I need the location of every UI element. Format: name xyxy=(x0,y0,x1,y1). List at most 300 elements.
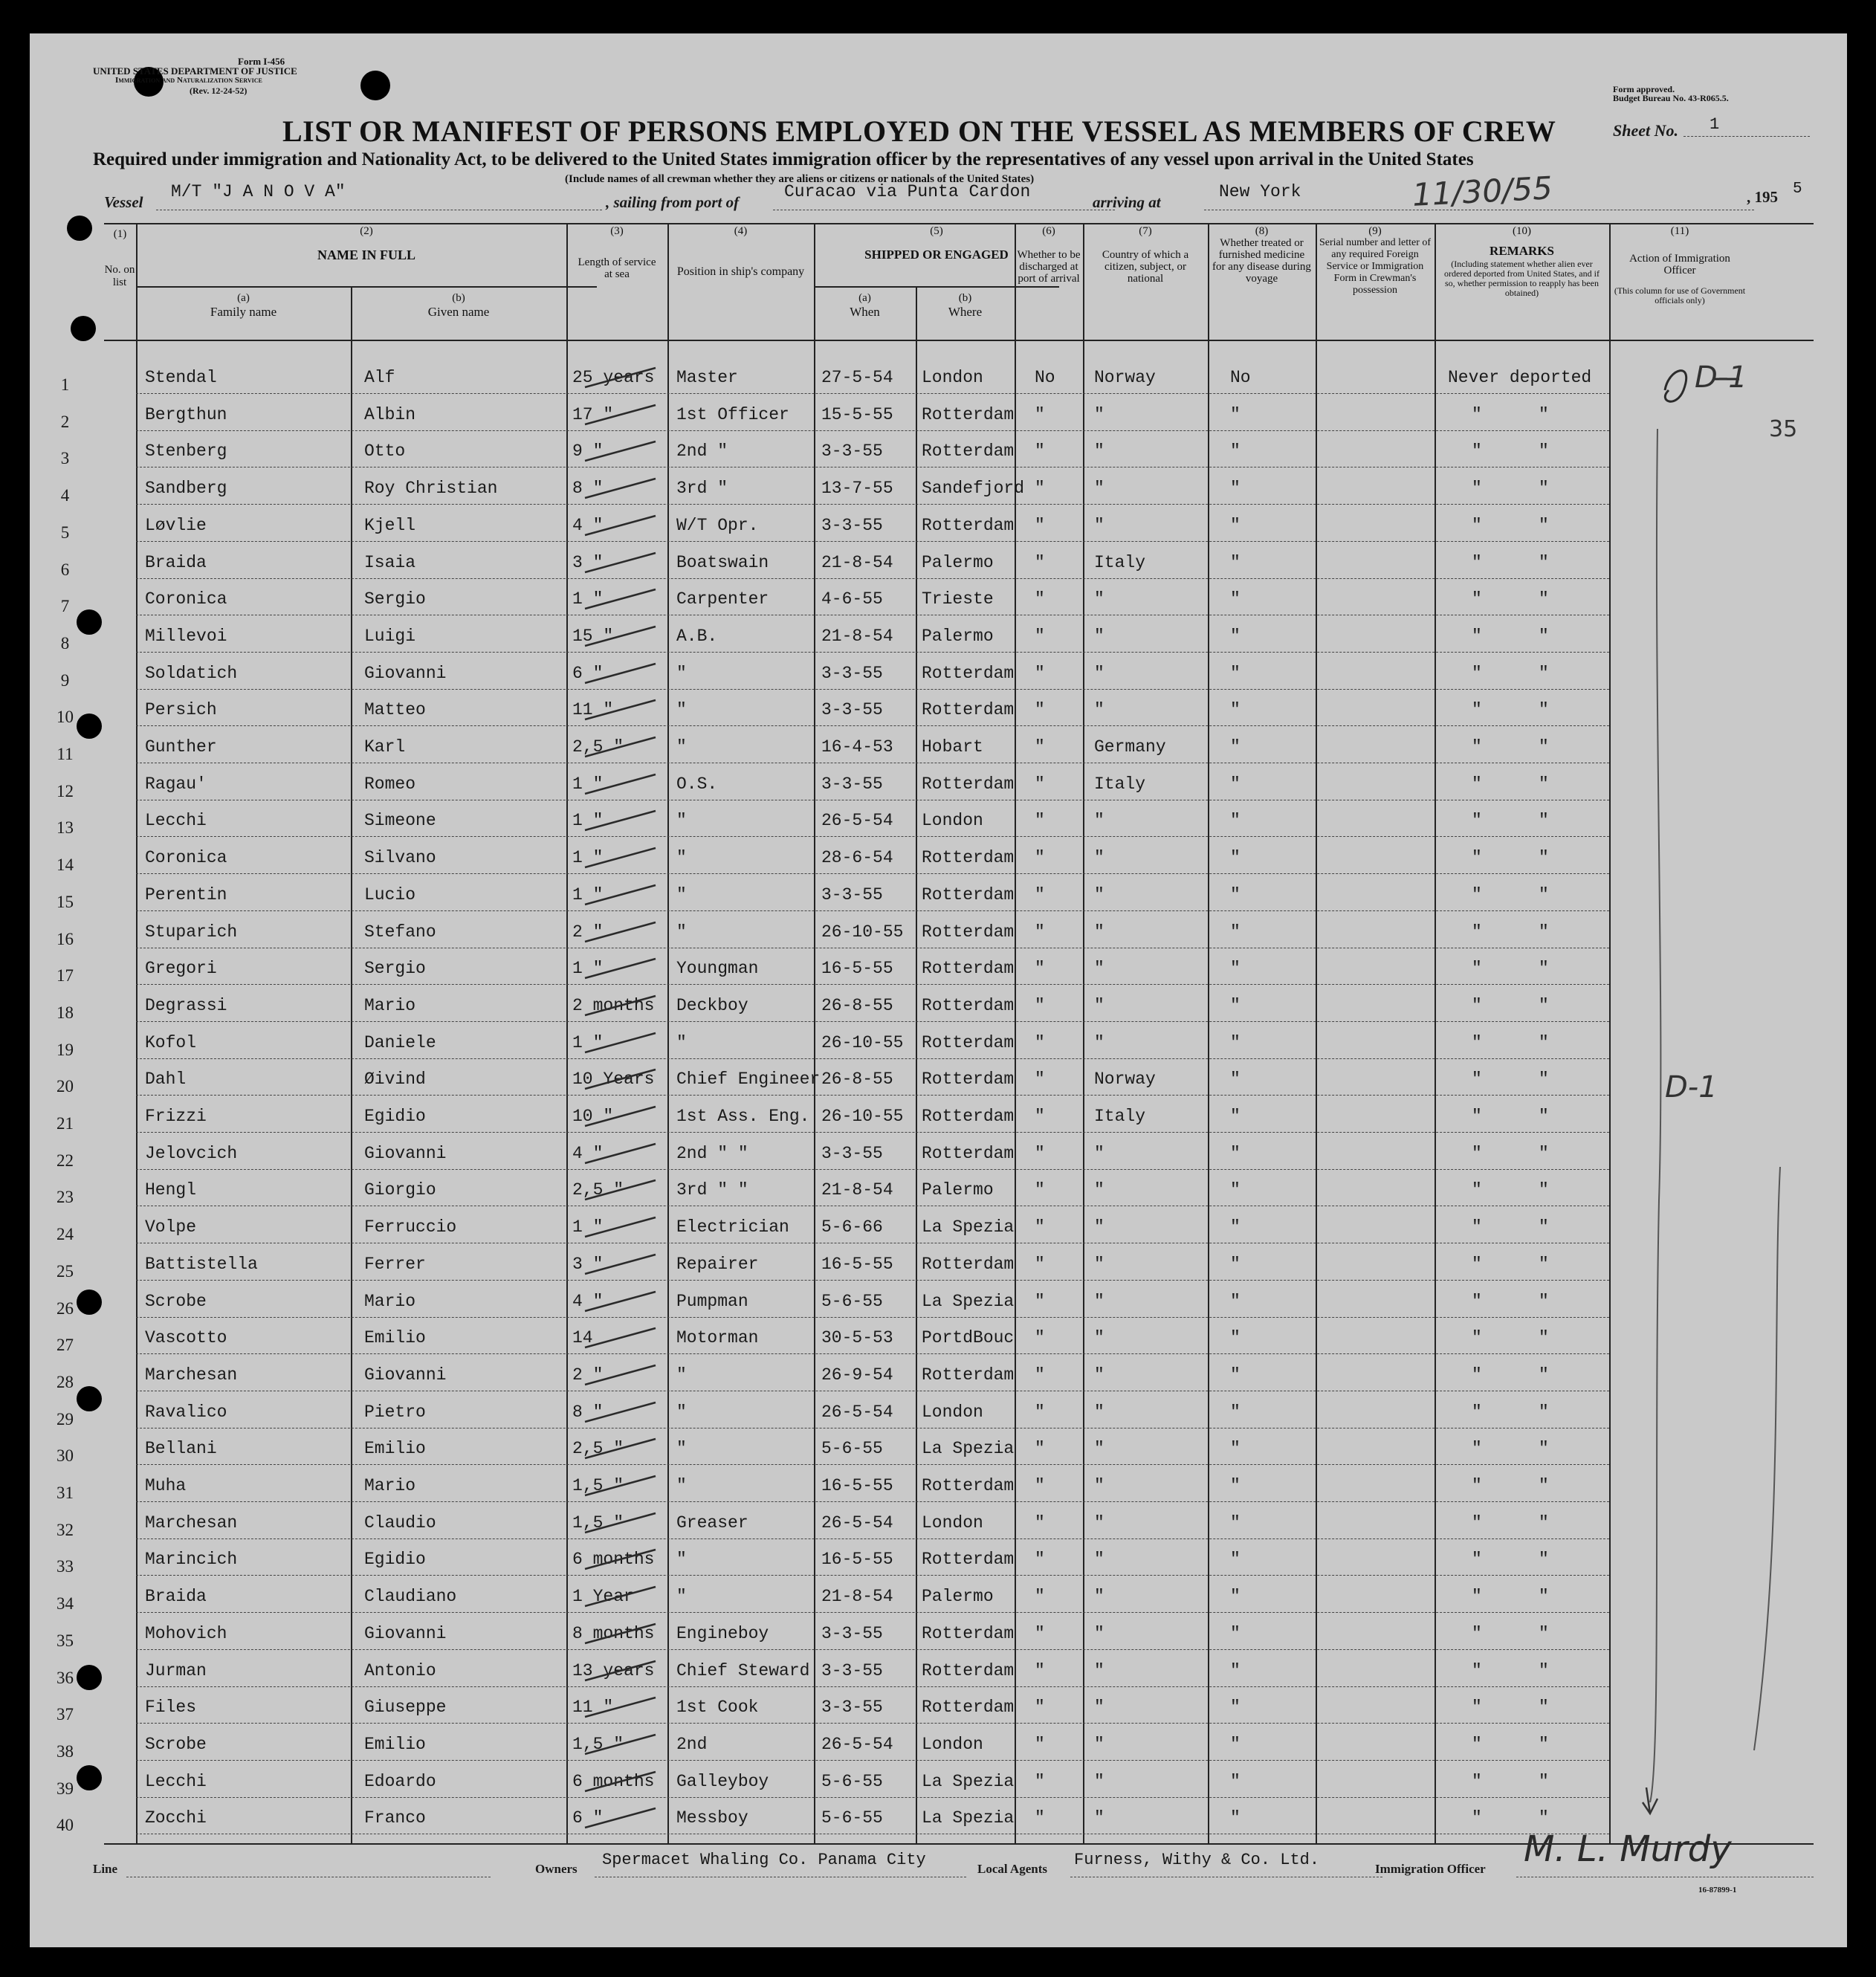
position: " xyxy=(676,1033,687,1052)
given-name: Øivind xyxy=(364,1070,426,1089)
row-number: 27 xyxy=(56,1336,74,1354)
country: " xyxy=(1094,1217,1104,1237)
country: " xyxy=(1094,405,1104,424)
medicine: " xyxy=(1230,996,1241,1015)
medicine: " xyxy=(1230,1550,1241,1569)
position: 1st Officer xyxy=(676,405,789,424)
discharge: " xyxy=(1035,1255,1045,1274)
remarks-ditto: " xyxy=(1539,1107,1549,1126)
given-name: Stefano xyxy=(364,922,436,942)
remarks: " xyxy=(1472,589,1482,609)
discharge: " xyxy=(1035,1033,1045,1052)
col11-note: (This column for use of Government officials only) xyxy=(1614,285,1746,305)
col2a-label: Family name xyxy=(210,305,277,319)
shipped-where: Rotterdam xyxy=(922,1107,1015,1126)
family-name: Stendal xyxy=(145,368,217,387)
agents-value: Furness, Withy & Co. Ltd. xyxy=(1074,1851,1320,1869)
medicine: " xyxy=(1230,1107,1241,1126)
country: Italy xyxy=(1094,774,1146,794)
service-length: 1 " xyxy=(572,959,604,978)
family-name: Coronica xyxy=(145,589,227,609)
position: Boatswain xyxy=(676,553,769,572)
shipped-when: 3-3-55 xyxy=(821,516,883,535)
country: " xyxy=(1094,1808,1104,1828)
remarks-ditto: " xyxy=(1539,1292,1549,1311)
remarks: " xyxy=(1472,1587,1482,1606)
shipped-when: 16-5-55 xyxy=(821,1476,893,1495)
given-name: Isaia xyxy=(364,553,416,572)
medicine: " xyxy=(1230,1735,1241,1754)
service-check-mark xyxy=(581,402,663,427)
budget-bureau: Budget Bureau No. 43-R065.5. xyxy=(1613,93,1729,103)
service-length: 8 " xyxy=(572,1402,604,1422)
service-check-mark xyxy=(581,808,663,833)
row-rule xyxy=(136,910,1609,911)
shipped-when: 16-5-55 xyxy=(821,1255,893,1274)
family-name: Hengl xyxy=(145,1180,197,1200)
remarks: " xyxy=(1472,922,1482,942)
row-number: 8 xyxy=(60,634,70,653)
service-length: 4 " xyxy=(572,516,604,535)
row-number: 32 xyxy=(56,1521,74,1539)
service-check-mark xyxy=(581,1732,663,1757)
row-number: 35 xyxy=(56,1631,74,1650)
shipped-where: Rotterdam xyxy=(922,1070,1015,1089)
position: 2nd xyxy=(676,1735,708,1754)
country: " xyxy=(1094,479,1104,498)
country: " xyxy=(1094,1735,1104,1754)
medicine: " xyxy=(1230,1144,1241,1163)
given-name: Egidio xyxy=(364,1107,426,1126)
col8-label: Whether treated or furnished medicine for any disease during voyage xyxy=(1212,237,1311,285)
annotation-d1-mid: D-1 xyxy=(1665,1070,1718,1104)
remarks-ditto: " xyxy=(1539,1698,1549,1717)
discharge: " xyxy=(1035,1107,1045,1126)
remarks: " xyxy=(1472,479,1482,498)
position: Motorman xyxy=(676,1328,759,1347)
country: " xyxy=(1094,1402,1104,1422)
row-rule xyxy=(136,1760,1609,1761)
remarks: " xyxy=(1472,1513,1482,1533)
remarks: " xyxy=(1472,959,1482,978)
row-rule xyxy=(136,1723,1609,1724)
shipped-when: 5-6-55 xyxy=(821,1292,883,1311)
given-name: Alf xyxy=(364,368,395,387)
shipped-when: 3-3-55 xyxy=(821,1698,883,1717)
row-number: 14 xyxy=(56,855,74,874)
service-length: 1 Year xyxy=(572,1587,634,1606)
row-number: 18 xyxy=(56,1003,74,1022)
shipped-when: 27-5-54 xyxy=(821,368,893,387)
shipped-when: 3-3-55 xyxy=(821,1661,883,1680)
service-length: 9 " xyxy=(572,441,604,461)
remarks: " xyxy=(1472,1402,1482,1422)
shipped-where: Rotterdam xyxy=(922,1550,1015,1569)
shipped-when: 21-8-54 xyxy=(821,553,893,572)
shipped-when: 15-5-55 xyxy=(821,405,893,424)
position: Messboy xyxy=(676,1808,748,1828)
service-check-mark xyxy=(581,734,663,760)
row-rule xyxy=(136,1649,1609,1650)
shipped-when: 5-6-55 xyxy=(821,1772,883,1791)
service-check-mark xyxy=(581,1436,663,1461)
remarks: " xyxy=(1472,1292,1482,1311)
medicine: " xyxy=(1230,1402,1241,1422)
family-name: Perentin xyxy=(145,885,227,905)
row-number: 38 xyxy=(56,1742,74,1761)
row-number: 3 xyxy=(60,449,70,467)
remarks: " xyxy=(1472,1033,1482,1052)
remarks-ditto: " xyxy=(1539,516,1549,535)
remarks-ditto: " xyxy=(1539,405,1549,424)
row-rule xyxy=(136,984,1609,985)
row-rule xyxy=(136,1132,1609,1133)
remarks-ditto: " xyxy=(1539,1735,1549,1754)
header-bottom-rule xyxy=(104,340,1814,341)
service-check-mark xyxy=(581,586,663,612)
service-check-mark xyxy=(581,1400,663,1425)
remarks-ditto: " xyxy=(1539,774,1549,794)
shipped-where: Rotterdam xyxy=(922,441,1015,461)
remarks: " xyxy=(1472,700,1482,719)
discharge: " xyxy=(1035,553,1045,572)
position: Master xyxy=(676,368,738,387)
row-rule xyxy=(136,1021,1609,1022)
col1-num: (1) xyxy=(113,228,127,240)
position: A.B. xyxy=(676,627,718,646)
service-check-mark xyxy=(581,1473,663,1498)
country: " xyxy=(1094,959,1104,978)
position: O.S. xyxy=(676,774,718,794)
shipped-where: London xyxy=(922,368,983,387)
discharge: " xyxy=(1035,405,1045,424)
medicine: " xyxy=(1230,627,1241,646)
discharge: " xyxy=(1035,516,1045,535)
manifest-sheet xyxy=(30,33,1847,1947)
col4-label: Position in ship's company xyxy=(676,265,805,278)
service-length: 6 " xyxy=(572,664,604,683)
position: Repairer xyxy=(676,1255,759,1274)
row-number: 33 xyxy=(56,1557,74,1576)
col5a-num: (a) xyxy=(858,292,871,304)
sheet-underline xyxy=(1683,136,1810,137)
col2a-num: (a) xyxy=(237,292,250,304)
medicine: " xyxy=(1230,1070,1241,1089)
shipped-when: 3-3-55 xyxy=(821,774,883,794)
owners-label: Owners xyxy=(535,1862,578,1876)
service-check-mark xyxy=(581,1769,663,1794)
country: " xyxy=(1094,1513,1104,1533)
line-label: Line xyxy=(93,1862,118,1876)
family-name: Sandberg xyxy=(145,479,227,498)
shipped-when: 26-10-55 xyxy=(821,1033,904,1052)
service-length: 15 " xyxy=(572,627,614,646)
shipped-where: Rotterdam xyxy=(922,885,1015,905)
given-name: Giorgio xyxy=(364,1180,436,1200)
discharge: " xyxy=(1035,1735,1045,1754)
given-name: Simeone xyxy=(364,811,436,830)
medicine: " xyxy=(1230,848,1241,867)
row-rule xyxy=(136,504,1609,505)
family-name: Gunther xyxy=(145,737,217,757)
discharge: " xyxy=(1035,1587,1045,1606)
family-name: Jelovcich xyxy=(145,1144,238,1163)
family-name: Bellani xyxy=(145,1439,217,1458)
family-name: Kofol xyxy=(145,1033,197,1052)
discharge: " xyxy=(1035,774,1045,794)
discharge: " xyxy=(1035,848,1045,867)
row-number: 24 xyxy=(56,1225,74,1243)
row-rule xyxy=(136,652,1609,653)
row-rule xyxy=(136,1686,1609,1687)
family-name: Zocchi xyxy=(145,1808,207,1828)
discharge: " xyxy=(1035,885,1045,905)
service-check-mark xyxy=(581,550,663,575)
remarks: " xyxy=(1472,1808,1482,1828)
shipped-where: Hobart xyxy=(922,737,983,757)
country: " xyxy=(1094,922,1104,942)
given-name: Lucio xyxy=(364,885,416,905)
shipped-when: 21-8-54 xyxy=(821,1180,893,1200)
shipped-where: Rotterdam xyxy=(922,1255,1015,1274)
country: " xyxy=(1094,589,1104,609)
shipped-where: Rotterdam xyxy=(922,1365,1015,1385)
discharge: " xyxy=(1035,811,1045,830)
service-length: 1,5 " xyxy=(572,1735,624,1754)
country: " xyxy=(1094,700,1104,719)
manifest-title: LIST OR MANIFEST OF PERSONS EMPLOYED ON THE VESSEL AS MEMBERS OF CREW xyxy=(282,114,1556,148)
given-name: Mario xyxy=(364,1476,416,1495)
shipped-where: Trieste xyxy=(922,589,994,609)
discharge: " xyxy=(1035,664,1045,683)
row-number: 5 xyxy=(60,523,70,542)
given-name: Karl xyxy=(364,737,406,757)
country: " xyxy=(1094,996,1104,1015)
remarks: " xyxy=(1472,737,1482,757)
given-name: Franco xyxy=(364,1808,426,1828)
col7-num: (7) xyxy=(1139,225,1152,237)
remarks-ditto: " xyxy=(1539,1772,1549,1791)
discharge: " xyxy=(1035,1144,1045,1163)
include-note: (Include names of all crewman whether they are aliens or citizens or nationals of the United States) xyxy=(565,173,1035,185)
service-check-mark xyxy=(581,1214,663,1240)
given-name: Kjell xyxy=(364,516,416,535)
col1-label: No. on list xyxy=(104,264,135,288)
service-length: 1 " xyxy=(572,848,604,867)
col8-num: (8) xyxy=(1255,225,1269,237)
country: " xyxy=(1094,885,1104,905)
family-name: Dahl xyxy=(145,1070,187,1089)
shipped-where: PortdBouc xyxy=(922,1328,1015,1347)
medicine: " xyxy=(1230,885,1241,905)
shipped-where: Rotterdam xyxy=(922,1476,1015,1495)
discharge: " xyxy=(1035,589,1045,609)
sheet-label: Sheet No. xyxy=(1613,121,1678,140)
remarks-ditto: " xyxy=(1539,996,1549,1015)
medicine: No xyxy=(1230,368,1251,387)
shipped-when: 21-8-54 xyxy=(821,1587,893,1606)
family-name: Soldatich xyxy=(145,664,238,683)
shipped-where: London xyxy=(922,1735,983,1754)
remarks-ditto: " xyxy=(1539,1070,1549,1089)
handwritten-date: 11/30/55 xyxy=(1411,169,1553,213)
service-length: 10 Years xyxy=(572,1070,655,1089)
country: " xyxy=(1094,1255,1104,1274)
row-number: 10 xyxy=(56,708,74,726)
punch-hole xyxy=(71,316,96,341)
row-number: 19 xyxy=(56,1041,74,1059)
position: " xyxy=(676,1550,687,1569)
remarks: " xyxy=(1472,664,1482,683)
given-name: Egidio xyxy=(364,1550,426,1569)
service-length: 11 " xyxy=(572,700,614,719)
service-check-mark xyxy=(581,1658,663,1683)
remarks-ditto: " xyxy=(1539,1624,1549,1643)
medicine: " xyxy=(1230,405,1241,424)
row-number: 7 xyxy=(60,597,70,615)
form-revision: (Rev. 12-24-52) xyxy=(190,85,248,96)
service-length: 25 years xyxy=(572,368,655,387)
remarks-ditto: " xyxy=(1539,1255,1549,1274)
remarks-ditto: " xyxy=(1539,1180,1549,1200)
medicine: " xyxy=(1230,1365,1241,1385)
col6-label: Whether to be discharged at port of arrival xyxy=(1017,249,1081,285)
col-divider xyxy=(1208,223,1209,1843)
service-check-mark xyxy=(581,661,663,686)
row-rule xyxy=(136,873,1609,874)
row-rule xyxy=(136,836,1609,837)
country: " xyxy=(1094,441,1104,461)
department: UNITED STATES DEPARTMENT OF JUSTICE xyxy=(93,65,297,77)
vessel-name: M/T "J A N O V A" xyxy=(171,182,346,201)
given-name: Otto xyxy=(364,441,406,461)
remarks-ditto: " xyxy=(1539,959,1549,978)
remarks-ditto: " xyxy=(1539,589,1549,609)
col-divider xyxy=(351,286,352,1843)
col-divider xyxy=(566,223,568,1843)
shipped-when: 26-8-55 xyxy=(821,1070,893,1089)
remarks: " xyxy=(1472,441,1482,461)
shipped-where: Rotterdam xyxy=(922,922,1015,942)
remarks-ditto: " xyxy=(1539,811,1549,830)
row-number: 6 xyxy=(60,560,70,579)
shipped-when: 3-3-55 xyxy=(821,885,883,905)
shipped-when: 3-3-55 xyxy=(821,1624,883,1643)
shipped-where: Palermo xyxy=(922,553,994,572)
service-length: 4 " xyxy=(572,1292,604,1311)
row-number: 23 xyxy=(56,1188,74,1206)
service-length: 1,5 " xyxy=(572,1476,624,1495)
shipped-when: 26-10-55 xyxy=(821,922,904,942)
sheet-number: 1 xyxy=(1710,115,1720,134)
service-length: 3 " xyxy=(572,553,604,572)
row-number: 29 xyxy=(56,1410,74,1428)
medicine: " xyxy=(1230,1808,1241,1828)
discharge: " xyxy=(1035,1808,1045,1828)
country: " xyxy=(1094,1328,1104,1347)
service-length: 6 months xyxy=(572,1550,655,1569)
discharge: " xyxy=(1035,1661,1045,1680)
row-number: 30 xyxy=(56,1446,74,1465)
remarks: " xyxy=(1472,996,1482,1015)
medicine: " xyxy=(1230,479,1241,498)
row-rule xyxy=(136,1095,1609,1096)
service-length: 6 months xyxy=(572,1772,655,1791)
country: " xyxy=(1094,811,1104,830)
shipped-where: Palermo xyxy=(922,1180,994,1200)
remarks: " xyxy=(1472,1217,1482,1237)
family-name: Marincich xyxy=(145,1550,238,1569)
remarks-ditto: " xyxy=(1539,1661,1549,1680)
service-length: 8 months xyxy=(572,1624,655,1643)
medicine: " xyxy=(1230,589,1241,609)
medicine: " xyxy=(1230,1698,1241,1717)
print-code: 16-87899-1 xyxy=(1698,1886,1737,1895)
shipped-where: Palermo xyxy=(922,1587,994,1606)
country: Italy xyxy=(1094,553,1146,572)
family-name: Lecchi xyxy=(145,1772,207,1791)
country: " xyxy=(1094,1587,1104,1606)
remarks-ditto: " xyxy=(1539,441,1549,461)
vessel-label: Vessel xyxy=(104,193,143,211)
service-length: 1 " xyxy=(572,1217,604,1237)
discharge: " xyxy=(1035,1365,1045,1385)
row-number: 11 xyxy=(56,745,74,763)
col3-num: (3) xyxy=(610,225,624,237)
family-name: Bergthun xyxy=(145,405,227,424)
position: 1st Ass. Eng. xyxy=(676,1107,810,1126)
given-name: Claudio xyxy=(364,1513,436,1533)
medicine: " xyxy=(1230,1661,1241,1680)
position: Greaser xyxy=(676,1513,748,1533)
row-number: 4 xyxy=(60,486,70,505)
given-name: Edoardo xyxy=(364,1772,436,1791)
shipped-when: 3-3-55 xyxy=(821,664,883,683)
annotation-margin-number: 35 xyxy=(1769,416,1798,442)
remarks: " xyxy=(1472,1107,1482,1126)
col11-num: (11) xyxy=(1670,225,1689,237)
shipped-where: Rotterdam xyxy=(922,959,1015,978)
row-number: 36 xyxy=(56,1669,74,1687)
service-check-mark xyxy=(581,1289,663,1314)
row-rule xyxy=(136,1464,1609,1465)
medicine: " xyxy=(1230,1513,1241,1533)
row-number: 21 xyxy=(56,1114,74,1133)
country: " xyxy=(1094,1624,1104,1643)
name-subheader-rule xyxy=(136,286,597,288)
row-rule xyxy=(136,1797,1609,1798)
service-check-mark xyxy=(581,476,663,501)
shipped-where: La Spezia xyxy=(922,1439,1015,1458)
given-name: Giuseppe xyxy=(364,1698,447,1717)
col7-label: Country of which a citizen, subject, or national xyxy=(1102,249,1189,285)
punch-hole xyxy=(360,71,390,100)
given-name: Matteo xyxy=(364,700,426,719)
service-length: 2,5 " xyxy=(572,737,624,757)
form-number: Form I-456 xyxy=(238,56,285,67)
shipped-where: Sandefjord xyxy=(922,479,1025,498)
discharge: " xyxy=(1035,479,1045,498)
service-length: 2,5 " xyxy=(572,1439,624,1458)
position: 2nd " xyxy=(676,441,728,461)
remarks-ditto: " xyxy=(1539,1328,1549,1347)
shipped-where: Rotterdam xyxy=(922,405,1015,424)
given-name: Daniele xyxy=(364,1033,436,1052)
position: " xyxy=(676,664,687,683)
service-check-mark xyxy=(581,439,663,464)
shipped-where: London xyxy=(922,1513,983,1533)
row-number: 31 xyxy=(56,1483,74,1502)
